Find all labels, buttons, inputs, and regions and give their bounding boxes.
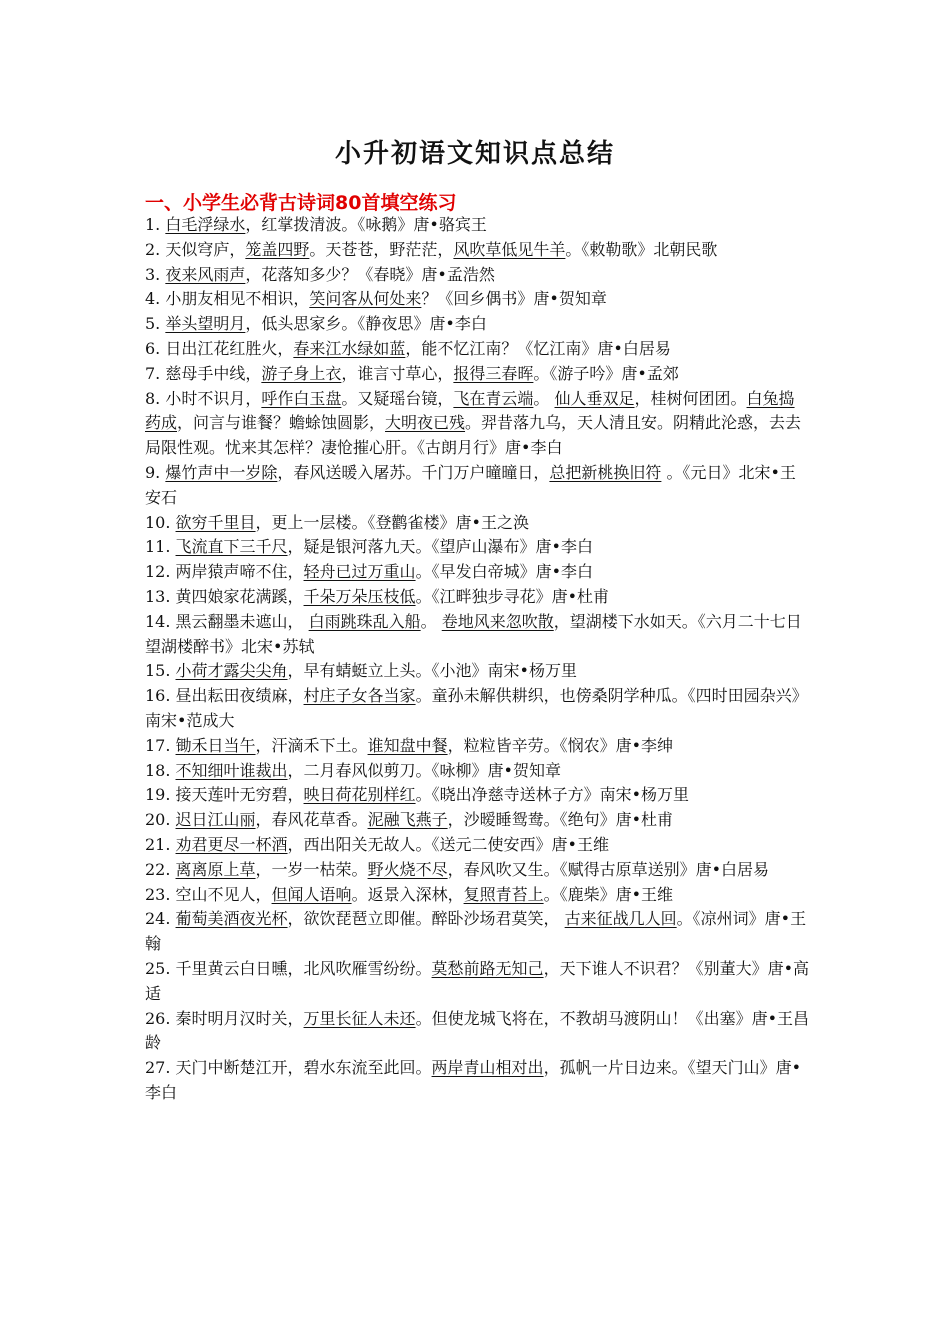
fill-blank-answer: 两岸青山相对出 [431,1058,544,1078]
fill-blank-answer: 报得三春晖 [453,363,534,383]
poem-text: 19. 接天莲叶无穷碧， [145,785,304,805]
poem-text: 。又疑瑶台镜， [341,388,454,408]
poem-item [145,833,810,858]
poem-text: ，更上一层楼。《登鹳雀楼》唐•王之涣 [255,512,529,532]
poem-item [145,1007,810,1057]
poem-text: 。童孙未解供耕织，也傍桑阴学种瓜。《四时田园杂兴》南宋•范成大 [145,686,808,730]
poem-text: 。《敕勒歌》北朝民歌 [565,239,718,259]
poem-text: 2. 天似穹庐， [145,239,246,259]
poem-item [145,907,810,957]
poem-text: ，谁言寸草心， [341,363,454,383]
poem-text: 。《凉州词》唐•王翰 [145,909,807,954]
poem-text: ，早有蜻蜓立上头。《小池》南宋•杨万里 [287,661,577,681]
poem-item [145,560,810,585]
poem-text: 4. 小朋友相见不相识， [145,289,310,309]
fill-blank-answer: 泥融飞燕子 [367,810,448,830]
fill-blank-answer: 野火烧不尽 [367,859,448,879]
poem-text: 20. [145,810,176,830]
poem-text: 1. [145,215,166,234]
fill-blank-answer: 千朵万朵压枝低 [303,586,416,606]
poem-item [145,213,810,238]
poem-text: ？《回乡偶书》唐•贺知章 [421,289,607,309]
fill-blank-answer: 葡萄美酒夜光杯 [175,909,288,929]
fill-blank-answer: 飞在青云端 [453,388,534,408]
poem-text: ，汗滴禾下土。 [255,735,368,755]
poem-text: 24. [145,909,176,929]
poem-text: 。但使龙城飞将在，不教胡马渡阴山！《出塞》唐•王昌龄 [145,1008,810,1053]
fill-blank-answer: 白兔捣药成 [145,388,795,433]
poem-item [145,684,810,734]
poem-text: ，疑是银河落九天。《望庐山瀑布》唐•李白 [287,537,593,557]
poem-text: 18. [145,760,176,780]
poem-text: ，欲饮琵琶立即催。醉卧沙场君莫笑， [287,909,565,929]
poem-text: ，春风送暖入屠苏。千门万户曈曈日， [277,462,550,482]
poem-text: 8. 小时不识月， [145,388,262,408]
fill-blank-answer: 小荷才露尖尖角 [175,661,288,681]
poem-item [145,734,810,759]
fill-blank-answer: 笑问客从何处来 [309,289,422,309]
poem-item [145,957,810,1007]
poem-text: ，红掌拨清波。《咏鹅》唐•骆宾王 [245,215,487,234]
fill-blank-answer: 笼盖四野 [245,239,310,259]
poem-item [145,263,810,288]
fill-blank-answer: 呼作白玉盘 [261,388,342,408]
poem-text: 21. [145,834,176,854]
poem-text: 14. 黑云翻墨未遮山， [145,611,309,631]
poem-text: ，二月春风似剪刀。《咏柳》唐•贺知章 [287,760,561,780]
fill-blank-answer: 村庄子女各当家 [303,686,416,706]
poem-list [145,213,810,1106]
fill-blank-answer: 总把新桃换旧符 [549,462,662,482]
poem-text: 6. 日出江花红胜火， [145,338,294,358]
poem-item [145,362,810,387]
poem-text: 25. 千里黄云白日曛，北风吹雁雪纷纷。 [145,958,432,978]
fill-blank-answer: 迟日江山丽 [175,810,256,830]
poem-text: ，一岁一枯荣。 [255,859,368,879]
fill-blank-answer: 白毛浮绿水 [165,215,246,234]
poem-text: 。 [420,611,442,631]
poem-text: 。《鹿柴》唐•王维 [543,884,674,904]
poem-text: ，望湖楼下水如天。《六月二十七日望湖楼醉书》北宋•苏轼 [145,611,802,656]
poem-item [145,511,810,536]
poem-text: 11. [145,537,176,557]
poem-text: 22. [145,859,176,879]
fill-blank-answer: 飞流直下三千尺 [175,537,288,557]
fill-blank-answer: 映日荷花别样红 [303,785,416,805]
poem-text: 9. [145,462,166,482]
poem-item [145,287,810,312]
fill-blank-answer: 不知细叶谁裁出 [175,760,288,780]
poem-text: 5. [145,314,166,334]
poem-text: 。羿昔落九乌，天人清且安。阴精此沦惑，去去局限性观。忧来其怎样？凄怆摧心肝。《古朗月行》唐•李白 [145,413,802,458]
poem-item [145,759,810,784]
poem-item [145,783,810,808]
fill-blank-answer: 举头望明月 [165,314,246,334]
fill-blank-answer: 游子身上衣 [261,363,342,383]
poem-text: 15. [145,661,176,681]
fill-blank-answer: 卷地风来忽吹散 [441,611,554,631]
fill-blank-answer: 复照青苔上 [463,884,544,904]
poem-item [145,883,810,908]
poem-text: ，低头思家乡。《静夜思》唐•李白 [245,314,487,334]
poem-text: 12. 两岸猿声啼不住， [145,562,304,582]
poem-item [145,610,810,660]
fill-blank-answer: 爆竹声中一岁除 [165,462,278,482]
fill-blank-answer: 锄禾日当午 [175,735,256,755]
poem-text: 3. [145,264,166,284]
poem-item [145,312,810,337]
poem-text: ，问言与谁餐？蟾蜍蚀圆影， [177,413,386,433]
poem-text: ，桂树何团团。 [634,388,747,408]
document-title: 小升初语文知识点总结 [334,139,615,169]
fill-blank-answer: 劝君更尽一杯酒 [175,834,288,854]
fill-blank-answer: 风吹草低见牛羊 [453,239,566,259]
section-heading: 一、小学生必背古诗词80首填空练习 [145,192,457,214]
poem-text: 。返景入深林， [351,884,464,904]
poem-text: 。《早发白帝城》唐•李白 [415,562,594,582]
poem-text: 。《江畔独步寻花》唐•杜甫 [415,586,610,606]
poem-text: 。《元日》北宋•王安石 [145,462,796,507]
poem-text: ，粒粒皆辛劳。《悯农》唐•李绅 [447,735,674,755]
fill-blank-answer: 白雨跳珠乱入船 [308,611,421,631]
fill-blank-answer: 春来江水绿如蓝 [293,338,406,358]
poem-item [145,238,810,263]
poem-item [145,1056,810,1106]
fill-blank-answer: 古来征战几人回 [564,909,677,929]
fill-blank-answer: 大明夜已残 [385,413,466,433]
fill-blank-answer: 但闻人语响 [271,884,352,904]
poem-text: ，天下谁人不识君？《别董大》唐•高适 [145,958,810,1003]
poem-text: ，春风吹又生。《赋得古原草送别》唐•白居易 [447,859,770,879]
poem-text: ，沙暧睡鸳鸯。《绝句》唐•杜甫 [447,810,674,830]
poem-text: 23. 空山不见人， [145,884,272,904]
fill-blank-answer: 仙人垂双足 [554,388,635,408]
poem-text: 10. [145,512,176,532]
poem-text: 。《游子吟》唐•孟郊 [533,363,679,383]
fill-blank-answer: 离离原上草 [175,859,256,879]
poem-text: 。《晓出净慈寺送林子方》南宋•杨万里 [415,785,690,805]
poem-text: 27. 天门中断楚江开，碧水东流至此回。 [145,1058,432,1078]
poem-text: 16. 昼出耘田夜绩麻， [145,686,304,706]
fill-blank-answer: 莫愁前路无知己 [431,958,544,978]
poem-text: ，西出阳关无故人。《送元二使安西》唐•王维 [287,834,609,854]
fill-blank-answer: 万里长征人未还 [303,1008,416,1028]
fill-blank-answer: 轻舟已过万重山 [303,562,416,582]
poem-item [145,659,810,684]
poem-item [145,387,810,461]
poem-text: 。天苍苍，野茫茫， [309,239,454,259]
poem-item [145,585,810,610]
fill-blank-answer: 谁知盘中餐 [367,735,448,755]
poem-item [145,808,810,833]
fill-blank-answer: 欲穷千里目 [175,512,256,532]
poem-text: 7. 慈母手中线， [145,363,262,383]
poem-text: ，孤帆一片日边来。《望天门山》唐•李白 [145,1058,802,1102]
poem-item [145,858,810,883]
poem-item [145,535,810,560]
poem-text: ，花落知多少？《春晓》唐•孟浩然 [245,264,495,284]
fill-blank-answer: 夜来风雨声 [165,264,246,284]
poem-text: ，春风花草香。 [255,810,368,830]
poem-text: ，能不忆江南？《忆江南》唐•白居易 [405,338,671,358]
poem-text: 26. 秦时明月汉时关， [145,1008,304,1028]
poem-item [145,337,810,362]
poem-text: 17. [145,735,176,755]
poem-item [145,461,810,511]
poem-text: 。 [533,388,555,408]
poem-text: 13. 黄四娘家花满蹊， [145,586,304,606]
